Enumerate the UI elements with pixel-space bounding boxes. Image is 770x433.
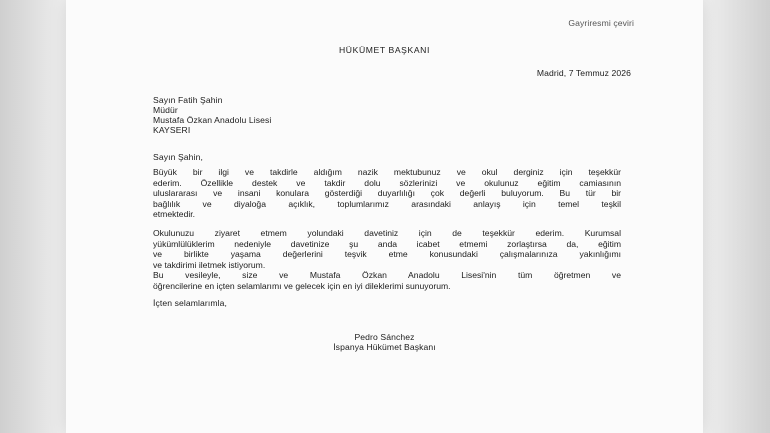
paragraph-line: öğrencilerine en içten selamlarımı ve gelecek için en iyi dileklerimi sunuyorum. bbox=[153, 280, 451, 291]
letter-page bbox=[66, 0, 703, 433]
recipient-school: Mustafa Özkan Anadolu Lisesi bbox=[153, 115, 272, 125]
paragraph-line: ve birlikte yaşama değerlerini teşvik etme konusundaki çalışmalarınıza yakınlığımı bbox=[153, 249, 621, 260]
paragraph-line: uluslararası ve insani konulara gösterdiği duyarlılığı çok değerli buluyorum. Bu tür bir bbox=[153, 188, 621, 199]
letterhead-office: HÜKÜMET BAŞKANI bbox=[339, 45, 430, 55]
body-paragraph-2 bbox=[153, 228, 621, 270]
paragraph-line: etmektedir. bbox=[153, 209, 196, 220]
recipient-title: Müdür bbox=[153, 105, 178, 115]
salutation: Sayın Şahin, bbox=[153, 152, 203, 162]
recipient-name: Sayın Fatih Şahin bbox=[153, 95, 223, 105]
paragraph-line: bağlılık ve diyaloğa açıklık, toplumlarımız arasındaki anlayış için temel teşkil bbox=[153, 198, 621, 209]
dateline: Madrid, 7 Temmuz 2026 bbox=[536, 68, 631, 78]
paragraph-line: ederim. Özellikle destek ve takdir dolu sözlerinizi ve okulunuz eğitim camiasının bbox=[153, 177, 621, 188]
paragraph-line: ve takdirimi iletmek istiyorum. bbox=[153, 259, 266, 270]
signatory-name: Pedro Sánchez bbox=[354, 332, 415, 342]
recipient-city: KAYSERI bbox=[153, 125, 191, 135]
paragraph-line: Bu vesileyle, size ve Mustafa Özkan Anadolu Lisesi'nin tüm öğretmen ve bbox=[153, 270, 621, 280]
closing: İçten selamlarımla, bbox=[153, 298, 228, 308]
paragraph-line: Büyük bir ilgi ve takdirle aldığım nazik mektubunuz ve okul derginiz için teşekkür bbox=[153, 167, 621, 177]
body-paragraph-3 bbox=[153, 270, 621, 291]
signatory-title: İspanya Hükümet Başkanı bbox=[333, 342, 436, 352]
paragraph-line: Okulunuzu ziyaret etmem yolundaki davetiniz için de teşekkür ederim. Kurumsal bbox=[153, 228, 621, 238]
paragraph-line: yükümlülüklerim nedeniyle davetinize şu anda icabet etmemi zorlaştırsa da, eğitim bbox=[153, 238, 621, 249]
body-paragraph-1 bbox=[153, 167, 621, 220]
unofficial-translation-label: Gayriresmi çeviri bbox=[568, 18, 634, 28]
